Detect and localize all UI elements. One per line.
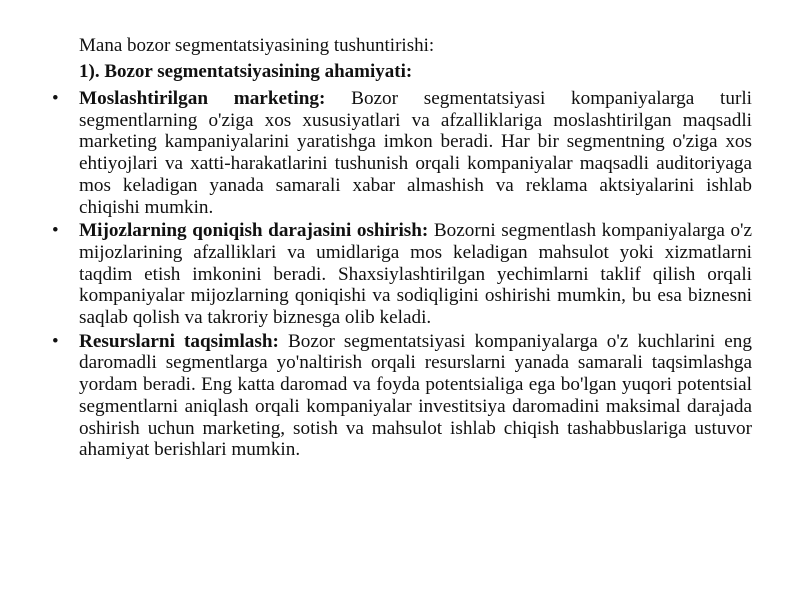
list-item bbox=[0, 88, 800, 218]
bullet-icon: • bbox=[52, 330, 59, 352]
bullet-text bbox=[79, 88, 752, 218]
bullet-list bbox=[0, 88, 800, 463]
bullet-title: Mijozlarning qoniqish darajasini oshirish: bbox=[79, 220, 429, 242]
bullet-icon: • bbox=[52, 220, 59, 242]
section-heading: 1). Bozor segmentatsiyasining ahamiyati: bbox=[79, 61, 413, 82]
intro-text: Mana bozor segmentatsiyasining tushuntirishi: bbox=[79, 35, 435, 56]
bullet-body: Bozorni segmentlash kompaniyalarga o'z mijozlarining afzalliklari va umidlariga mos keladigan mahsulot yoki xizmatlarni taqdim etish imkonini beradi. Shaxsiylashtirilgan yechimlarni taklif qilish orqali kompaniyalar mijozlarning qoniqishi va sodiqligini oshirishi mumkin, bu esa biznesni saqlab qolish va takroriy biznesga olib keladi. bbox=[79, 220, 753, 329]
bullet-text bbox=[79, 331, 752, 461]
bullet-icon: • bbox=[52, 88, 59, 109]
bullet-body: Bozor segmentatsiyasi kompaniyalarga turli segmentlarning o'ziga xos xususiyatlari va afzalliklariga moslashtirilgan maqsadli marketing kampaniyalarini yaratishga imkon beradi. Har bir segmentning o'ziga xos ehtiyojlari va xatti-harakatlarini tushunish orqali kompaniyalar maqsadli auditoriyaga mos keladigan yanada samarali xabar almashish va reklama aktsiyalarini ishlab chiqishi mumkin. bbox=[79, 88, 752, 218]
bullet-body: Bozor segmentatsiyasi kompaniyalarga o'z kuchlarini eng daromadli segmentlarga yo'naltirish orqali resurslarni yanada samarali taqsimlashga yordam beradi. Eng katta daromad va foyda potentsialiga ega bo'lgan yuqori potentsial segmentlarni aniqlash orqali kompaniyalar investitsiya daromadini maksimal darajada oshirish uchun marketing, sotish va mahsulot ishlab chiqish tashabbuslariga ustuvor ahamiyat berishlari mumkin. bbox=[79, 330, 752, 461]
bullet-title: Moslashtirilgan marketing: bbox=[79, 88, 326, 109]
list-item bbox=[0, 220, 800, 329]
bullet-text bbox=[79, 220, 752, 329]
bullet-title: Resurslarni taqsimlash: bbox=[79, 330, 279, 352]
list-item bbox=[0, 331, 800, 461]
